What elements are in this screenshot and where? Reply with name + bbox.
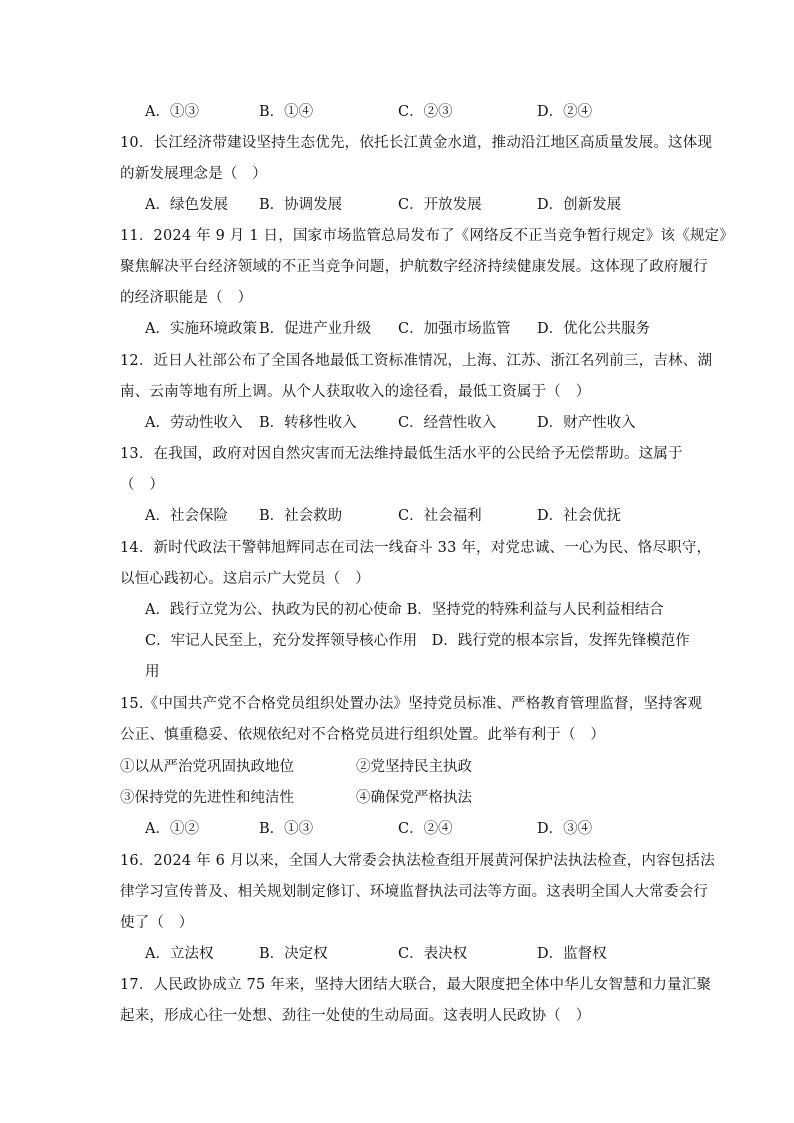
statement-3: ③保持党的先进性和纯洁性 — [120, 790, 294, 806]
option-d: D．财产性收入 — [537, 415, 636, 431]
q10-options — [145, 195, 665, 215]
q11-stem-line: 11．2024 年 9 月 1 日，国家市场监管总局发布了《网络反不正当竞争暂行规定》该《规定》 — [120, 228, 734, 244]
q15-statements-row — [120, 788, 680, 808]
option-c: C．②④ — [398, 821, 453, 837]
q11-stem-line: 的经济职能是（ ） — [120, 290, 253, 306]
q12-stem-line: 12．近日人社部公布了全国各地最低工资标准情况，上海、江苏、浙江名列前三，吉林、湖 — [120, 353, 713, 369]
q16-stem-line: 律学习宣传普及、相关规划制定修订、环境监督执法司法等方面。这表明全国人大常委会行 — [120, 884, 708, 900]
option-c: C．加强市场监管 — [398, 321, 511, 337]
q9-options — [145, 102, 665, 122]
statement-1: ①以从严治党巩固执政地位 — [120, 759, 294, 775]
q15-stem-line: 公正、慎重稳妥、依规依纪对不合格党员进行组织处置。此举有利于（ ） — [120, 727, 606, 743]
option-a: A．劳动性收入 — [145, 415, 243, 431]
q10-stem-line: 的新发展理念是（ ） — [120, 166, 267, 182]
q10-stem-line: 10．长江经济带建设坚持生态优先，依托长江黄金水道，推动沿江地区高质量发展。这体现 — [120, 135, 713, 151]
q14-option-row: A．践行立党为公、执政为民的初心使命 B．坚持党的特殊利益与人民利益相结合 — [145, 602, 664, 618]
statement-4: ④确保党严格执法 — [356, 790, 472, 806]
option-a: A．①② — [145, 821, 199, 837]
option-c: C．开放发展 — [398, 197, 482, 213]
option-b: B．决定权 — [259, 946, 328, 962]
q15-statements-row — [120, 757, 680, 777]
option-d: D．②④ — [537, 104, 593, 120]
option-a: A．实施环境政策 — [145, 321, 257, 337]
option-c: C．经营性收入 — [398, 415, 497, 431]
option-a: A．社会保险 — [145, 508, 228, 524]
q11-stem-line: 聚焦解决平台经济领域的不正当竞争问题，护航数字经济持续健康发展。这体现了政府履行 — [120, 259, 708, 275]
q11-options — [145, 319, 665, 339]
option-c: C．社会福利 — [398, 508, 482, 524]
q15-options — [145, 819, 665, 839]
q14-stem-line: 14．新时代政法干警韩旭辉同志在司法一线奋斗 33 年，对党忠诚、一心为民、恪尽职守， — [120, 540, 712, 556]
option-b: B．①④ — [259, 104, 314, 120]
q13-stem-line: 13．在我国，政府对因自然灾害而无法维持最低生活水平的公民给予无偿帮助。这属于 — [120, 446, 683, 462]
q15-stem-line: 15.《中国共产党不合格党员组织处置办法》坚持党员标准、严格教育管理监督，坚持客观 — [120, 696, 703, 712]
option-b: B．协调发展 — [259, 197, 343, 213]
q16-stem-line: 16．2024 年 6 月以来，全国人大常委会执法检查组开展黄河保护法执法检查，内容包括法 — [120, 853, 715, 869]
q13-options — [145, 506, 665, 526]
option-b: B．社会救助 — [259, 508, 343, 524]
q17-stem-line: 17．人民政协成立 75 年来，坚持大团结大联合，最大限度把全体中华儿女智慧和力量汇聚 — [120, 977, 712, 993]
option-b: B．转移性收入 — [259, 415, 357, 431]
option-b: B．①③ — [259, 821, 314, 837]
q16-stem-line: 使了（ ） — [120, 915, 194, 931]
option-d: D．优化公共服务 — [537, 321, 651, 337]
option-d: D．监督权 — [537, 946, 607, 962]
option-c: C．表决权 — [398, 946, 468, 962]
option-d: D．创新发展 — [537, 197, 622, 213]
option-d: D．社会优抚 — [537, 508, 622, 524]
option-a: A．绿色发展 — [145, 197, 228, 213]
option-c: C．②③ — [398, 104, 453, 120]
option-a: A．①③ — [145, 104, 199, 120]
option-a: A．立法权 — [145, 946, 214, 962]
q12-options — [145, 413, 665, 433]
q13-stem-line: （ ） — [120, 477, 165, 493]
q14-stem-line: 以恒心践初心。这启示广大党员（ ） — [120, 571, 370, 587]
q17-stem-line: 起来，形成心往一处想、劲往一处使的生动局面。这表明人民政协（ ） — [120, 1008, 591, 1024]
statement-2: ②党坚持民主执政 — [356, 759, 472, 775]
q12-stem-line: 南、云南等地有所上调。从个人获取收入的途径看，最低工资属于（ ） — [120, 384, 591, 400]
q14-option-row: C．牢记人民至上，充分发挥领导核心作用 D．践行党的根本宗旨，发挥先锋模范作 — [145, 633, 690, 649]
option-b: B．促进产业升级 — [259, 321, 372, 337]
option-d: D．③④ — [537, 821, 593, 837]
q14-option-row: 用 — [145, 664, 160, 680]
q16-options — [145, 944, 665, 964]
